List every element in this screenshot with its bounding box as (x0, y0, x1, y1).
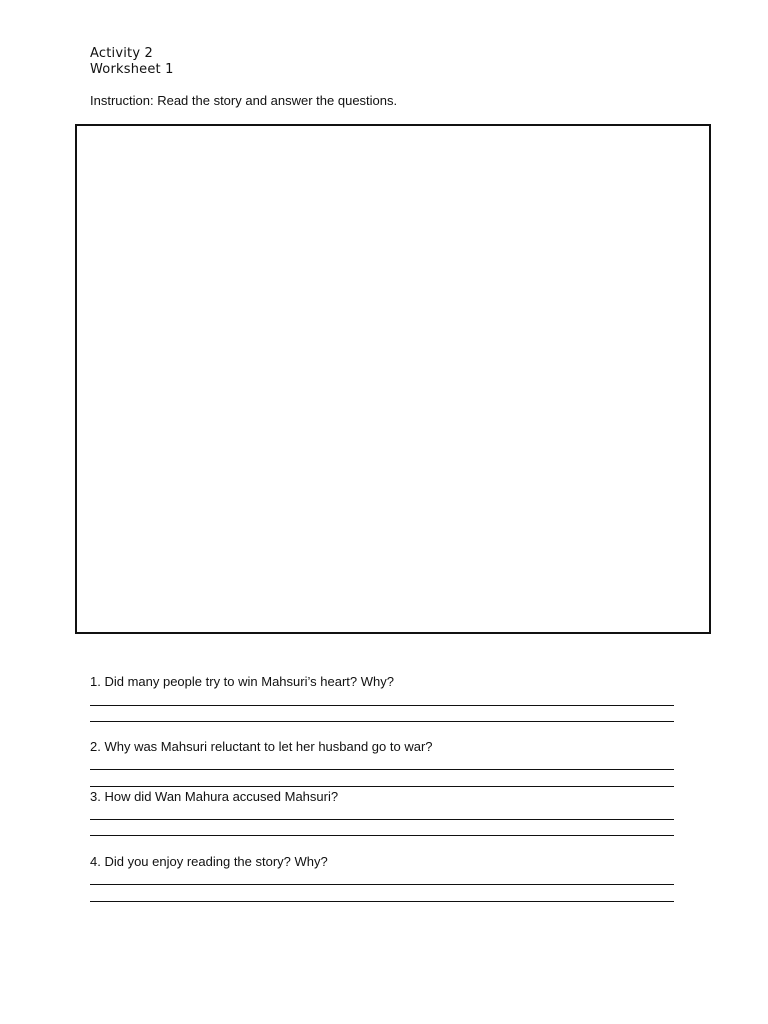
answer-line-3b[interactable] (90, 835, 674, 836)
answer-line-2b[interactable] (90, 786, 674, 787)
story-box (75, 124, 711, 634)
worksheet-title: Worksheet 1 (90, 62, 174, 77)
instruction-text: Instruction: Read the story and answer the questions. (90, 93, 398, 108)
question-2: 2. Why was Mahsuri reluctant to let her husband go to war? (90, 739, 433, 754)
answer-line-1b[interactable] (90, 721, 674, 722)
answer-line-3a[interactable] (90, 819, 674, 820)
question-1: 1. Did many people try to win Mahsuri’s heart? Why? (90, 674, 394, 689)
answer-line-1a[interactable] (90, 705, 674, 706)
answer-line-4a[interactable] (90, 884, 674, 885)
activity-title: Activity 2 (90, 46, 154, 61)
question-4: 4. Did you enjoy reading the story? Why? (90, 854, 328, 869)
question-3: 3. How did Wan Mahura accused Mahsuri? (90, 789, 339, 804)
answer-line-2a[interactable] (90, 769, 674, 770)
answer-line-4b[interactable] (90, 901, 674, 902)
